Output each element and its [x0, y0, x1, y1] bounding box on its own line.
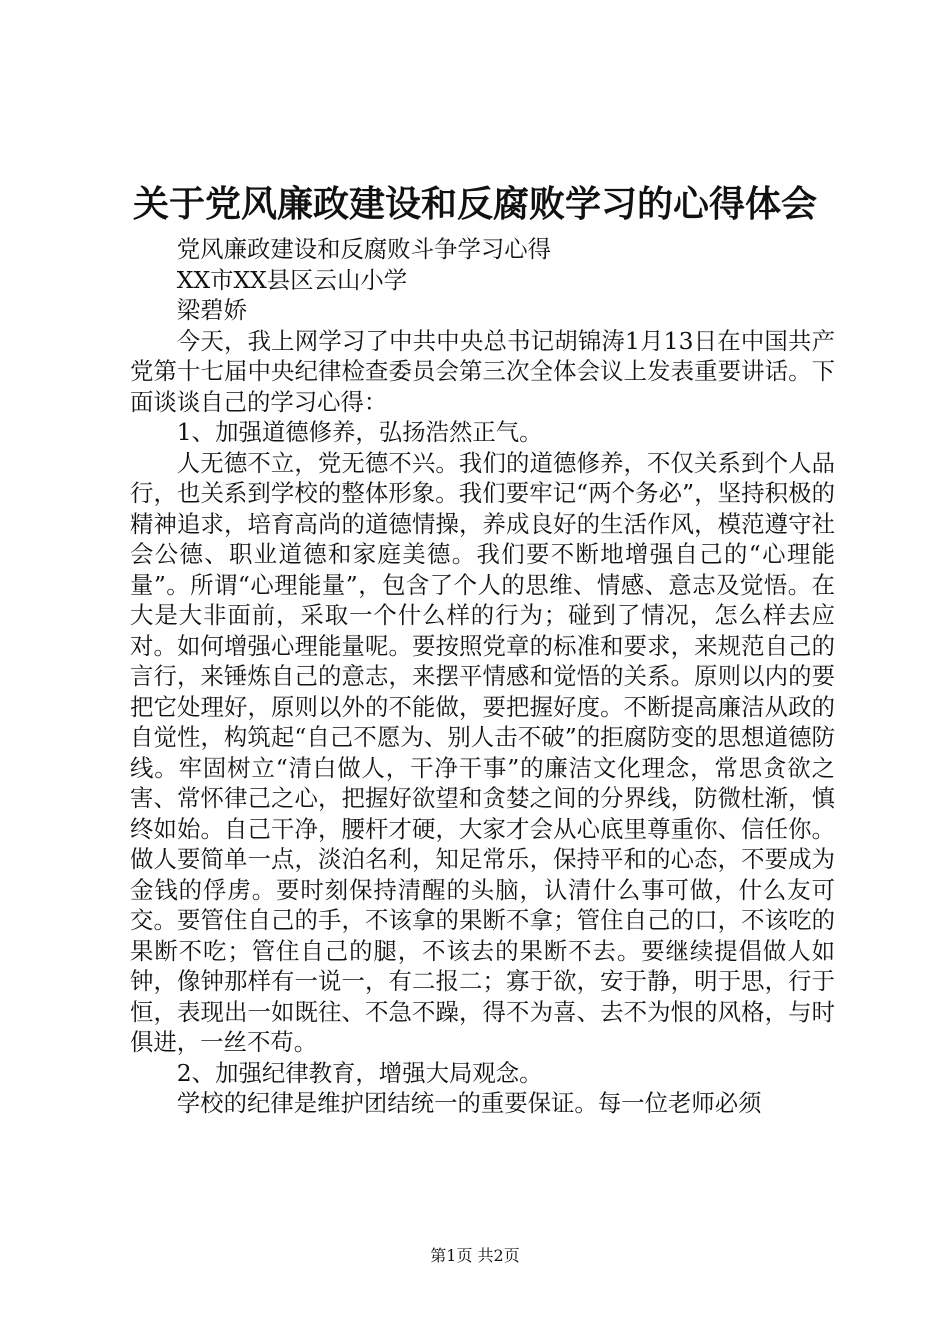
paragraph-intro: 今天，我上网学习了中共中央总书记胡锦涛1月13日在中国共产党第十七届中央纪律检查委员会第三次全体会议上发表重要讲话。下面谈谈自己的学习心得： [130, 326, 835, 416]
paragraph-section-1: 人无德不立，党无德不兴。我们的道德修养，不仅关系到个人品行，也关系到学校的整体形象。我们要牢记“两个务必”，坚持积极的精神追求，培育高尚的道德情操，养成良好的生活作风，模范遵守社会公德、职业道德和家庭美德。我们要不断地增强自己的“心理能量”。所谓“心理能量”，包含了个人的思维、情感、意志及觉悟。在大是大非面前，采取一个什么样的行为；碰到了情况，怎么样去应对。如何增强心理能量呢。要按照党章的标准和要求，来规范自己的言行，来锤炼自己的意志，来摆平情感和觉悟的关系。原则以内的要把它处理好，原则以外的不能做，要把握好度。不断提高廉洁从政的自觉性，构筑起“自己不愿为、别人击不破”的拒腐防变的思想道德防线。牢固树立“清白做人，干净干事”的廉洁文化理念，常思贪欲之害、常怀律己之心，把握好欲望和贪婪之间的分界线，防微杜渐，慎终如始。自己干净，腰杆才硬，大家才会从心底里尊重你、信任你。做人要简单一点，淡泊名利，知足常乐，保持平和的心态，不要成为金钱的俘虏。要时刻保持清醒的头脑，认清什么事可做，什么友可交。要管住自己的手，不该拿的果断不拿；管住自己的口，不该吃的果断不吃；管住自己的腿，不该去的果断不去。要继续提倡做人如钟，像钟那样有一说一，有二报二；寡于欲，安于静，明于思，行于恒，表现出一如既往、不急不躁，得不为喜、去不为恨的风格，与时俱进，一丝不苟。 [130, 448, 835, 1056]
paragraph-section-2: 学校的纪律是维护团结统一的重要保证。每一位老师必须 [176, 1089, 762, 1117]
paragraph-subtitle: 党风廉政建设和反腐败斗争学习心得 [176, 235, 552, 263]
paragraph-school: XX市XX县区云山小学 [176, 265, 408, 294]
document-title: 关于党风廉政建设和反腐败学习的心得体会 [132, 183, 817, 225]
document-body [130, 234, 835, 1119]
page-number-footer: 第1页 共2页 [430, 1246, 520, 1265]
section-heading-2: 2、加强纪律教育，增强大局观念。 [176, 1058, 543, 1087]
paragraph-author: 梁碧娇 [176, 296, 247, 324]
section-heading-1: 1、加强道德修养，弘扬浩然正气。 [176, 418, 543, 446]
